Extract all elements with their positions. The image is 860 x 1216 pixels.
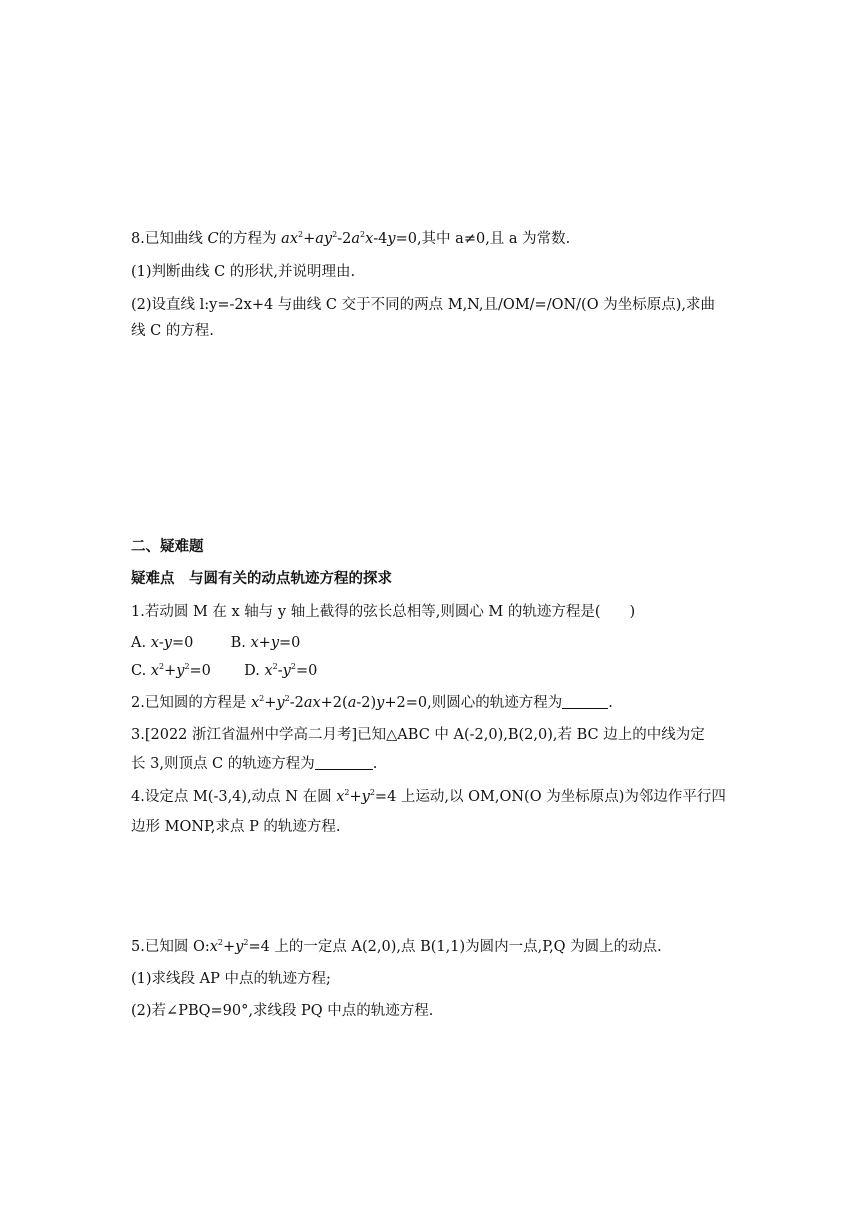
equation-curve-c: $ax^2+ay^2-2a^2x-4y$ (281, 230, 396, 247)
option-a: A. x-y=0 (131, 635, 194, 651)
question-5-stem: 5.已知圆 $O:x^2+y^2=4$ 上的一定点 A(2,0),点 B(1,1)为圆内一点,P,Q 为圆上的动点. (131, 938, 662, 955)
equation-circle: $x^2+y^2$ (336, 788, 375, 805)
question-5-part-1: (1)求线段 AP 中点的轨迹方程; (131, 971, 331, 987)
question-5-part-2: (2)若∠PBQ=90°,求线段 PQ 中点的轨迹方程. (131, 1003, 434, 1019)
problem-8-part-2-line-1: (2)设直线 l:y=-2x+4 与曲线 C 交于不同的两点 M,N,且/OM/=/ON/(O 为坐标原点),求曲 (131, 297, 715, 313)
equation-circle: $x^2+y^2-2ax+2(a-2)y+2$ (250, 694, 406, 711)
equation-circle: $x^2+y^2$ (209, 938, 249, 955)
option-b: B. x+y=0 (230, 635, 301, 651)
problem-8-part-1: (1)判断曲线 C 的形状,并说明理由. (131, 264, 356, 280)
question-4-line-1: 4.设定点 M(-3,4),动点 N 在圆 $x^2+y^2=4$ 上运动,以 OM,ON(O 为坐标原点)为邻边作平行四 (131, 788, 726, 805)
section-heading: 二、疑难题 (131, 538, 204, 555)
option-c: C. $x^2+y^2=0$ (131, 662, 211, 679)
section-subheading: 疑难点 与圆有关的动点轨迹方程的探求 (131, 570, 392, 587)
question-2: 2.已知圆的方程是 $x^2+y^2-2ax+2(a-2)y+2=0$,则圆心的轨迹方程为 . (131, 694, 613, 711)
problem-8-part-2-line-2: 线 C 的方程. (131, 323, 214, 339)
question-1-options-cd (131, 661, 317, 681)
question-3-line-1: 3.[2022 浙江省温州中学高二月考]已知△ABC 中 A(-2,0),B(2,0),若 BC 边上的中线为定 (131, 727, 705, 743)
answer-blank[interactable] (562, 694, 608, 709)
question-1-options-ab (131, 633, 300, 653)
problem-8-stem: 8.已知曲线 C的方程为 $ax^2+ay^2-2a^2x-4y=0$,其中 a≠0,且 a 为常数. (131, 230, 571, 247)
question-1-stem: 1.若动圆 M 在 x 轴与 y 轴上截得的弦长总相等,则圆心 M 的轨迹方程是( ) (131, 604, 636, 620)
question-4-line-2: 边形 MONP,求点 P 的轨迹方程. (131, 819, 341, 835)
answer-blank[interactable] (315, 755, 373, 770)
option-d: D. $x^2-y^2=0$ (244, 662, 318, 679)
question-3-line-2: 长 3,则顶点 C 的轨迹方程为 . (131, 756, 378, 772)
